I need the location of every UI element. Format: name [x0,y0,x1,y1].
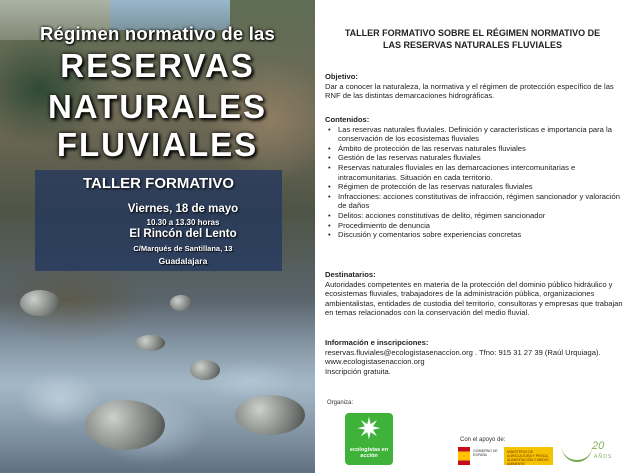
poster-title-line-3: FLUVIALES [56,126,259,163]
support-label: Con el apoyo de: [460,437,506,443]
government-text: GOBIERNO DE ESPAÑA [473,449,498,457]
audience-section [325,270,625,318]
contents-title: Contenidos: [325,115,370,124]
registration-section [325,338,625,376]
event-address: C/Marqués de Santillana, 13 [133,244,233,253]
anniversary-word: AÑOS [594,454,613,460]
event-label: TALLER FORMATIVO [82,175,235,192]
event-city: Guadalajara [158,256,208,266]
river-rock [170,295,192,311]
river-rock [20,290,60,316]
event-info-box [35,170,282,271]
info-heading: TALLER FORMATIVO SOBRE EL RÉGIMEN NORMATIVO DE LAS RESERVAS NATURALES FLUVIALES [344,28,601,50]
list-item: • Procedimiento de denuncia [325,221,625,231]
leaf-icon [562,442,592,462]
objective-text: Dar a conocer la naturaleza, la normativa y el régimen de protección específico de las RNF de las distintas demarcaciones hidrográficas. [325,81,614,101]
audience-text: Autoridades competentes en materia de la protección del dominio público hidráulico y ecosistemas fluviales, trabajadores de la administración pública, organizaciones ambientalistas, entidades de custodia del territorio, consultoras y empresas que trabajan en temas relacionados con la conservación del medio fluvial. [325,279,623,318]
contents-list [325,125,625,240]
list-item: • Discusión y comentarios sobre experiencias concretas [325,230,625,240]
poster-title-line-1: RESERVAS [60,47,255,84]
government-logo [458,447,553,465]
registration-website: www.ecologistasenaccion.org [325,357,425,367]
organizer-label: Organiza: [327,400,354,406]
poster-subtitle: Régimen normativo de las [39,23,276,44]
event-date: Viernes, 18 de mayo [127,203,239,215]
spain-flag-icon [458,447,470,465]
list-item: • Las reservas naturales fluviales. Definición y características e importancia para la conservación de los ecosistemas fluviales [325,125,625,144]
organizer-name: ecologistas en acción [349,447,389,459]
anniversary-logo [562,440,620,466]
objective-section [325,72,625,101]
list-item: • Infracciones: acciones constitutivas de infracción, régimen sancionador y valoración de daños [325,192,625,211]
event-hours: 10.30 a 13.30 horas [146,218,220,227]
river-rock [85,400,165,450]
anniversary-number: 20 [592,440,605,452]
list-item: • Reservas naturales fluviales en las demarcaciones intercomunitarias e intracomunitarias. Situación en cada territorio. [325,163,625,182]
ministry-banner [504,447,553,465]
river-rock [235,395,305,435]
poster-title-line-2: NATURALES [47,88,268,125]
list-item: • Gestión de las reservas naturales fluviales [325,153,625,163]
list-item: • Ámbito de protección de las reservas naturales fluviales [325,144,625,154]
objective-title: Objetivo: [325,72,358,81]
event-venue: El Rincón del Lento [129,228,237,240]
registration-free: Inscripción gratuita. [325,366,391,376]
registration-contact: reservas.fluviales@ecologistasenaccion.org . Tfno: 915 31 27 39 (Raúl Urquiaga). [325,347,601,357]
audience-title: Destinatarios: [325,270,376,279]
registration-title: Información e inscripciones: [325,338,429,347]
list-item: • Delitos: acciones constitutivas de delito, régimen sancionador [325,211,625,221]
river-water [0,300,315,473]
info-panel [315,0,630,473]
contents-section [325,115,625,240]
sun-icon: ✷ [356,413,382,446]
list-item: • Régimen de protección de las reservas naturales fluviales [325,182,625,192]
ministry-text: MINISTERIO DE AGRICULTURA Y PESCA, ALIMENTACIÓN Y MEDIO AMBIENTE [507,450,549,466]
river-rock [135,335,165,351]
organizer-logo [345,413,393,465]
river-rock [190,360,220,380]
